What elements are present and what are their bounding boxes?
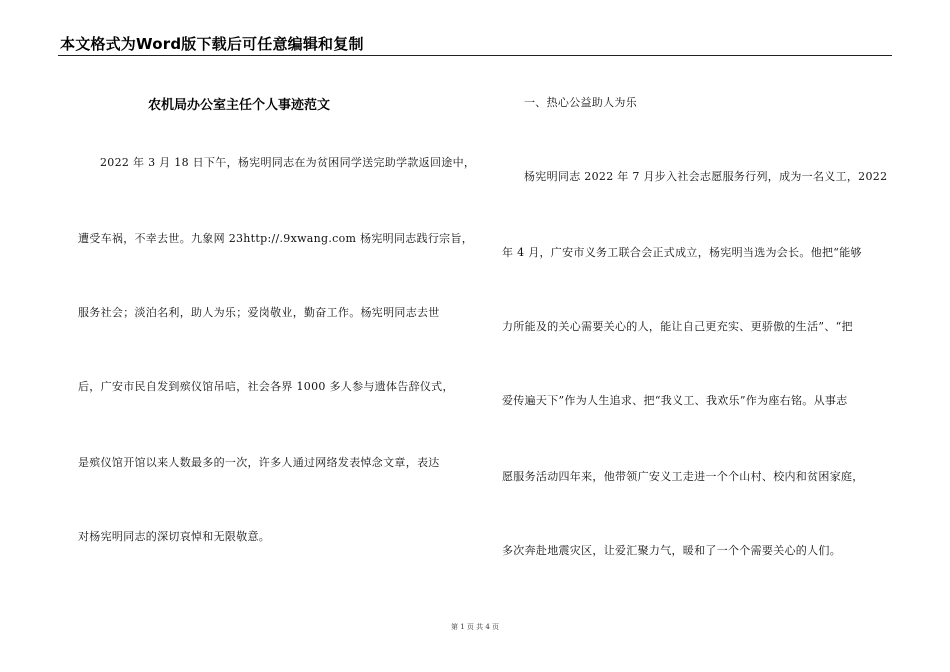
paragraph-line: 后，广安市民自发到殡仪馆吊唁，社会各界 1000 多人参与遗体告辞仪式， [78,380,454,393]
section-heading: 一、热心公益助人为乐 [524,96,637,109]
header-banner: 本文格式为Word版下载后可任意编辑和复制 [60,35,364,53]
paragraph-line: 力所能及的关心需要关心的人，能让自己更充实、更骄傲的生活”、“把 [502,320,853,333]
paragraph-line: 遭受车祸，不幸去世。九象网 23http://.9xwang.com 杨宪明同志践行宗旨， [78,232,474,245]
paragraph-line: 愿服务活动四年来，他带领广安义工走进一个个山村、校内和贫困家庭， [502,470,864,483]
header-divider [58,55,892,56]
paragraph-line: 2022 年 3 月 18 日下午，杨宪明同志在为贫困同学送完助学款返回途中， [100,156,476,169]
paragraph-line: 年 4 月，广安市义务工联合会正式成立，杨宪明当选为会长。他把“能够 [502,246,862,259]
paragraph-line: 是殡仪馆开馆以来人数最多的一次，许多人通过网络发表悼念文章，表达 [78,456,440,469]
paragraph-line: 服务社会；淡泊名利，助人为乐；爱岗敬业，勤奋工作。杨宪明同志去世 [78,306,440,319]
paragraph-line: 多次奔赴地震灾区，让爱汇聚力气，暖和了一个个需要关心的人们。 [502,544,841,557]
paragraph-line: 爱传遍天下”作为人生追求、把“我义工、我欢乐”作为座右铭。从事志 [502,394,848,407]
document-title: 农机局办公室主任个人事迹范文 [148,98,331,113]
page-number: 第 1 页 共 4 页 [450,623,500,631]
paragraph-line: 对杨宪明同志的深切哀悼和无限敬意。 [78,530,271,543]
paragraph-line: 杨宪明同志 2022 年 7 月步入社会志愿服务行列，成为一名义工，2022 [524,170,888,183]
